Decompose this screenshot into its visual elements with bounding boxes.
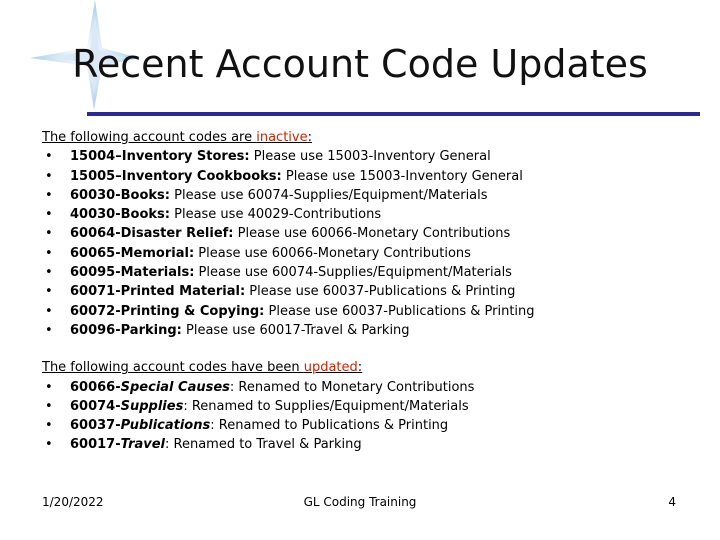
account-code: 60030-Books:: [70, 187, 170, 203]
inactive-intro: The following account codes are: [42, 130, 257, 145]
item-text: : Renamed to Monetary Contributions: [229, 379, 475, 395]
account-code: 40030-Books:: [70, 207, 170, 223]
updated-intro: The following account codes have been: [42, 360, 304, 376]
bullet-icon: •: [45, 284, 53, 300]
bullet-icon: •: [45, 187, 53, 203]
inactive-list: [42, 147, 682, 340]
slide-body: [42, 128, 682, 455]
list-item: [42, 263, 682, 282]
title-divider: [87, 112, 700, 116]
list-item: [42, 435, 682, 454]
bullet-icon: •: [45, 245, 53, 261]
account-code-name: Supplies: [120, 398, 184, 414]
list-item: [42, 302, 682, 321]
item-text: Please use 60074-Supplies/Equipment/Materials: [194, 265, 512, 281]
item-text: : Renamed to Supplies/Equipment/Materials: [183, 398, 469, 414]
item-text: Please use 15003-Inventory General: [281, 168, 523, 184]
item-text: Please use 60037-Publications & Printing: [264, 303, 535, 319]
list-item: [42, 378, 682, 397]
item-text: : Renamed to Travel & Parking: [165, 437, 362, 453]
list-item: [42, 186, 682, 205]
account-code: 60095-Materials:: [70, 265, 195, 281]
bullet-icon: •: [45, 322, 53, 338]
account-code: 60065-Memorial:: [70, 245, 195, 261]
list-item: [42, 282, 682, 301]
bullet-icon: •: [45, 207, 53, 223]
updated-heading: [42, 358, 682, 377]
inactive-suffix: :: [307, 130, 312, 145]
item-text: Please use 15003-Inventory General: [249, 149, 491, 165]
inactive-heading: [42, 128, 682, 147]
section-spacer: [42, 340, 682, 358]
item-text: Please use 60066-Monetary Contributions: [233, 226, 511, 242]
bullet-icon: •: [45, 168, 53, 184]
bullet-icon: •: [45, 149, 53, 165]
list-item: [42, 321, 682, 340]
footer-title: GL Coding Training: [303, 495, 417, 509]
slide-title: Recent Account Code Updates: [72, 42, 648, 86]
updated-list: [42, 378, 682, 455]
list-item: [42, 205, 682, 224]
account-code: 60066-: [70, 379, 121, 395]
account-code: 60037-: [70, 418, 121, 434]
list-item: [42, 397, 682, 416]
item-text: Please use 60037-Publications & Printing: [245, 284, 516, 300]
page-number: 4: [668, 495, 676, 509]
item-text: Please use 60017-Travel & Parking: [181, 322, 410, 338]
item-text: : Renamed to Publications & Printing: [210, 418, 449, 434]
updated-suffix: :: [357, 360, 363, 376]
account-code: 60017-: [70, 437, 121, 453]
account-code: 60074-: [70, 398, 121, 414]
bullet-icon: •: [45, 265, 53, 281]
inactive-keyword: inactive: [256, 130, 308, 145]
updated-keyword: updated: [303, 360, 358, 376]
bullet-icon: •: [45, 379, 53, 395]
bullet-icon: •: [45, 398, 53, 414]
list-item: [42, 244, 682, 263]
bullet-icon: •: [45, 437, 53, 453]
account-code-name: Special Causes: [120, 379, 230, 395]
list-item: [42, 416, 682, 435]
account-code: 60096-Parking:: [70, 322, 182, 338]
bullet-icon: •: [45, 303, 53, 319]
item-text: Please use 40029-Contributions: [169, 207, 382, 223]
list-item: [42, 224, 682, 243]
account-code: 15004–Inventory Stores:: [70, 149, 250, 165]
bullet-icon: •: [45, 226, 53, 242]
list-item: [42, 167, 682, 186]
account-code-name: Publications: [120, 418, 211, 434]
account-code: 15005–Inventory Cookbooks:: [70, 168, 282, 184]
account-code-name: Travel: [120, 437, 165, 453]
item-text: Please use 60066-Monetary Contributions: [194, 245, 471, 261]
item-text: Please use 60074-Supplies/Equipment/Materials: [169, 187, 488, 203]
list-item: [42, 147, 682, 166]
account-code: 60072-Printing & Copying:: [70, 303, 265, 319]
footer-date: 1/20/2022: [42, 495, 104, 509]
account-code: 60064-Disaster Relief:: [70, 226, 234, 242]
account-code: 60071-Printed Material:: [70, 284, 246, 300]
bullet-icon: •: [45, 418, 53, 434]
